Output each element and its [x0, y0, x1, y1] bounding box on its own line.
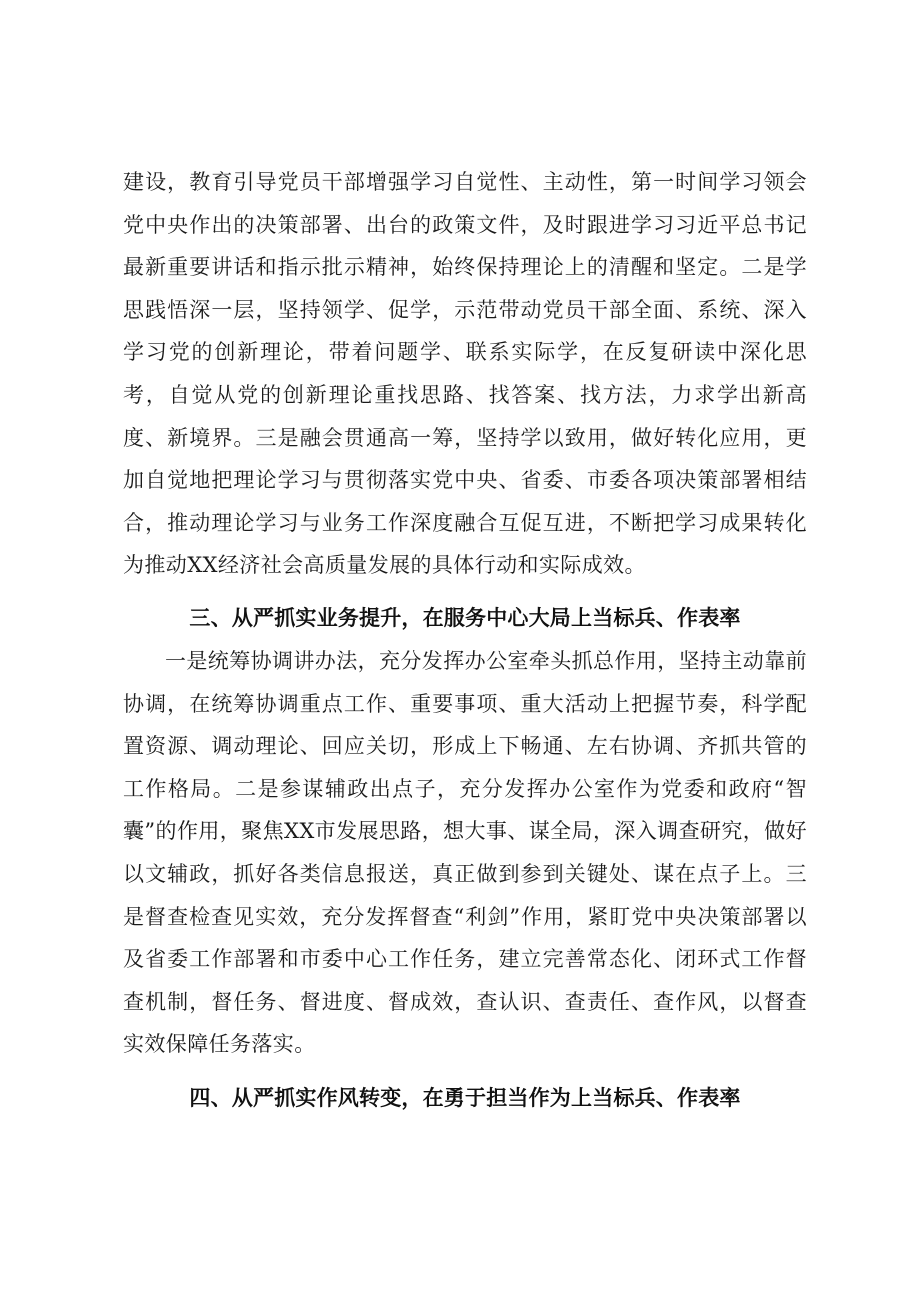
body-paragraph: 建设，教育引导党员干部增强学习自觉性、主动性，第一时间学习领会党中央作出的决策部署、出台的政策文件，及时跟进学习习近平总书记最新重要讲话和指示批示精神，始终保持理论上的清醒和坚定。二是学思践悟深一层，坚持领学、促学，示范带动党员干部全面、系统、深入学习党的创新理论，带着问题学、联系实际学，在反复研读中深化思考，自觉从党的创新理论重找思路、找答案、找方法，力求学出新高度、新境界。三是融会贯通高一筹，坚持学以致用，做好转化应用，更加自觉地把理论学习与贯彻落实党中央、省委、市委各项决策部署相结合，推动理论学习与业务工作深度融合互促互进，不断把学习成果转化为推动XX经济社会高质量发展的具体行动和实际成效。: [123, 170, 807, 578]
section-heading-3: 三、从严抓实业务提升，在服务中心大局上当标兵、作表率: [189, 606, 741, 630]
section-heading-4: 四、从严抓实作风转变，在勇于担当作为上当标兵、作表率: [189, 1086, 741, 1110]
body-paragraph: 一是统筹协调讲办法，充分发挥办公室牵头抓总作用，坚持主动靠前协调，在统筹协调重点工作、重要事项、重大活动上把握节奏，科学配置资源、调动理论、回应关切，形成上下畅通、左右协调、齐抓共管的工作格局。二是参谋辅政出点子，充分发挥办公室作为党委和政府“智囊”的作用，聚焦XX市发展思路，想大事、谋全局，深入调查研究，做好以文辅政，抓好各类信息报送，真正做到参到关键处、谋在点子上。三是督查检查见实效，充分发挥督查“利剑”作用，紧盯党中央决策部署以及省委工作部署和市委中心工作任务，建立完善常态化、闭环式工作督查机制，督任务、督进度、督成效，查认识、查责任、查作风，以督查实效保障任务落实。: [123, 649, 807, 1057]
